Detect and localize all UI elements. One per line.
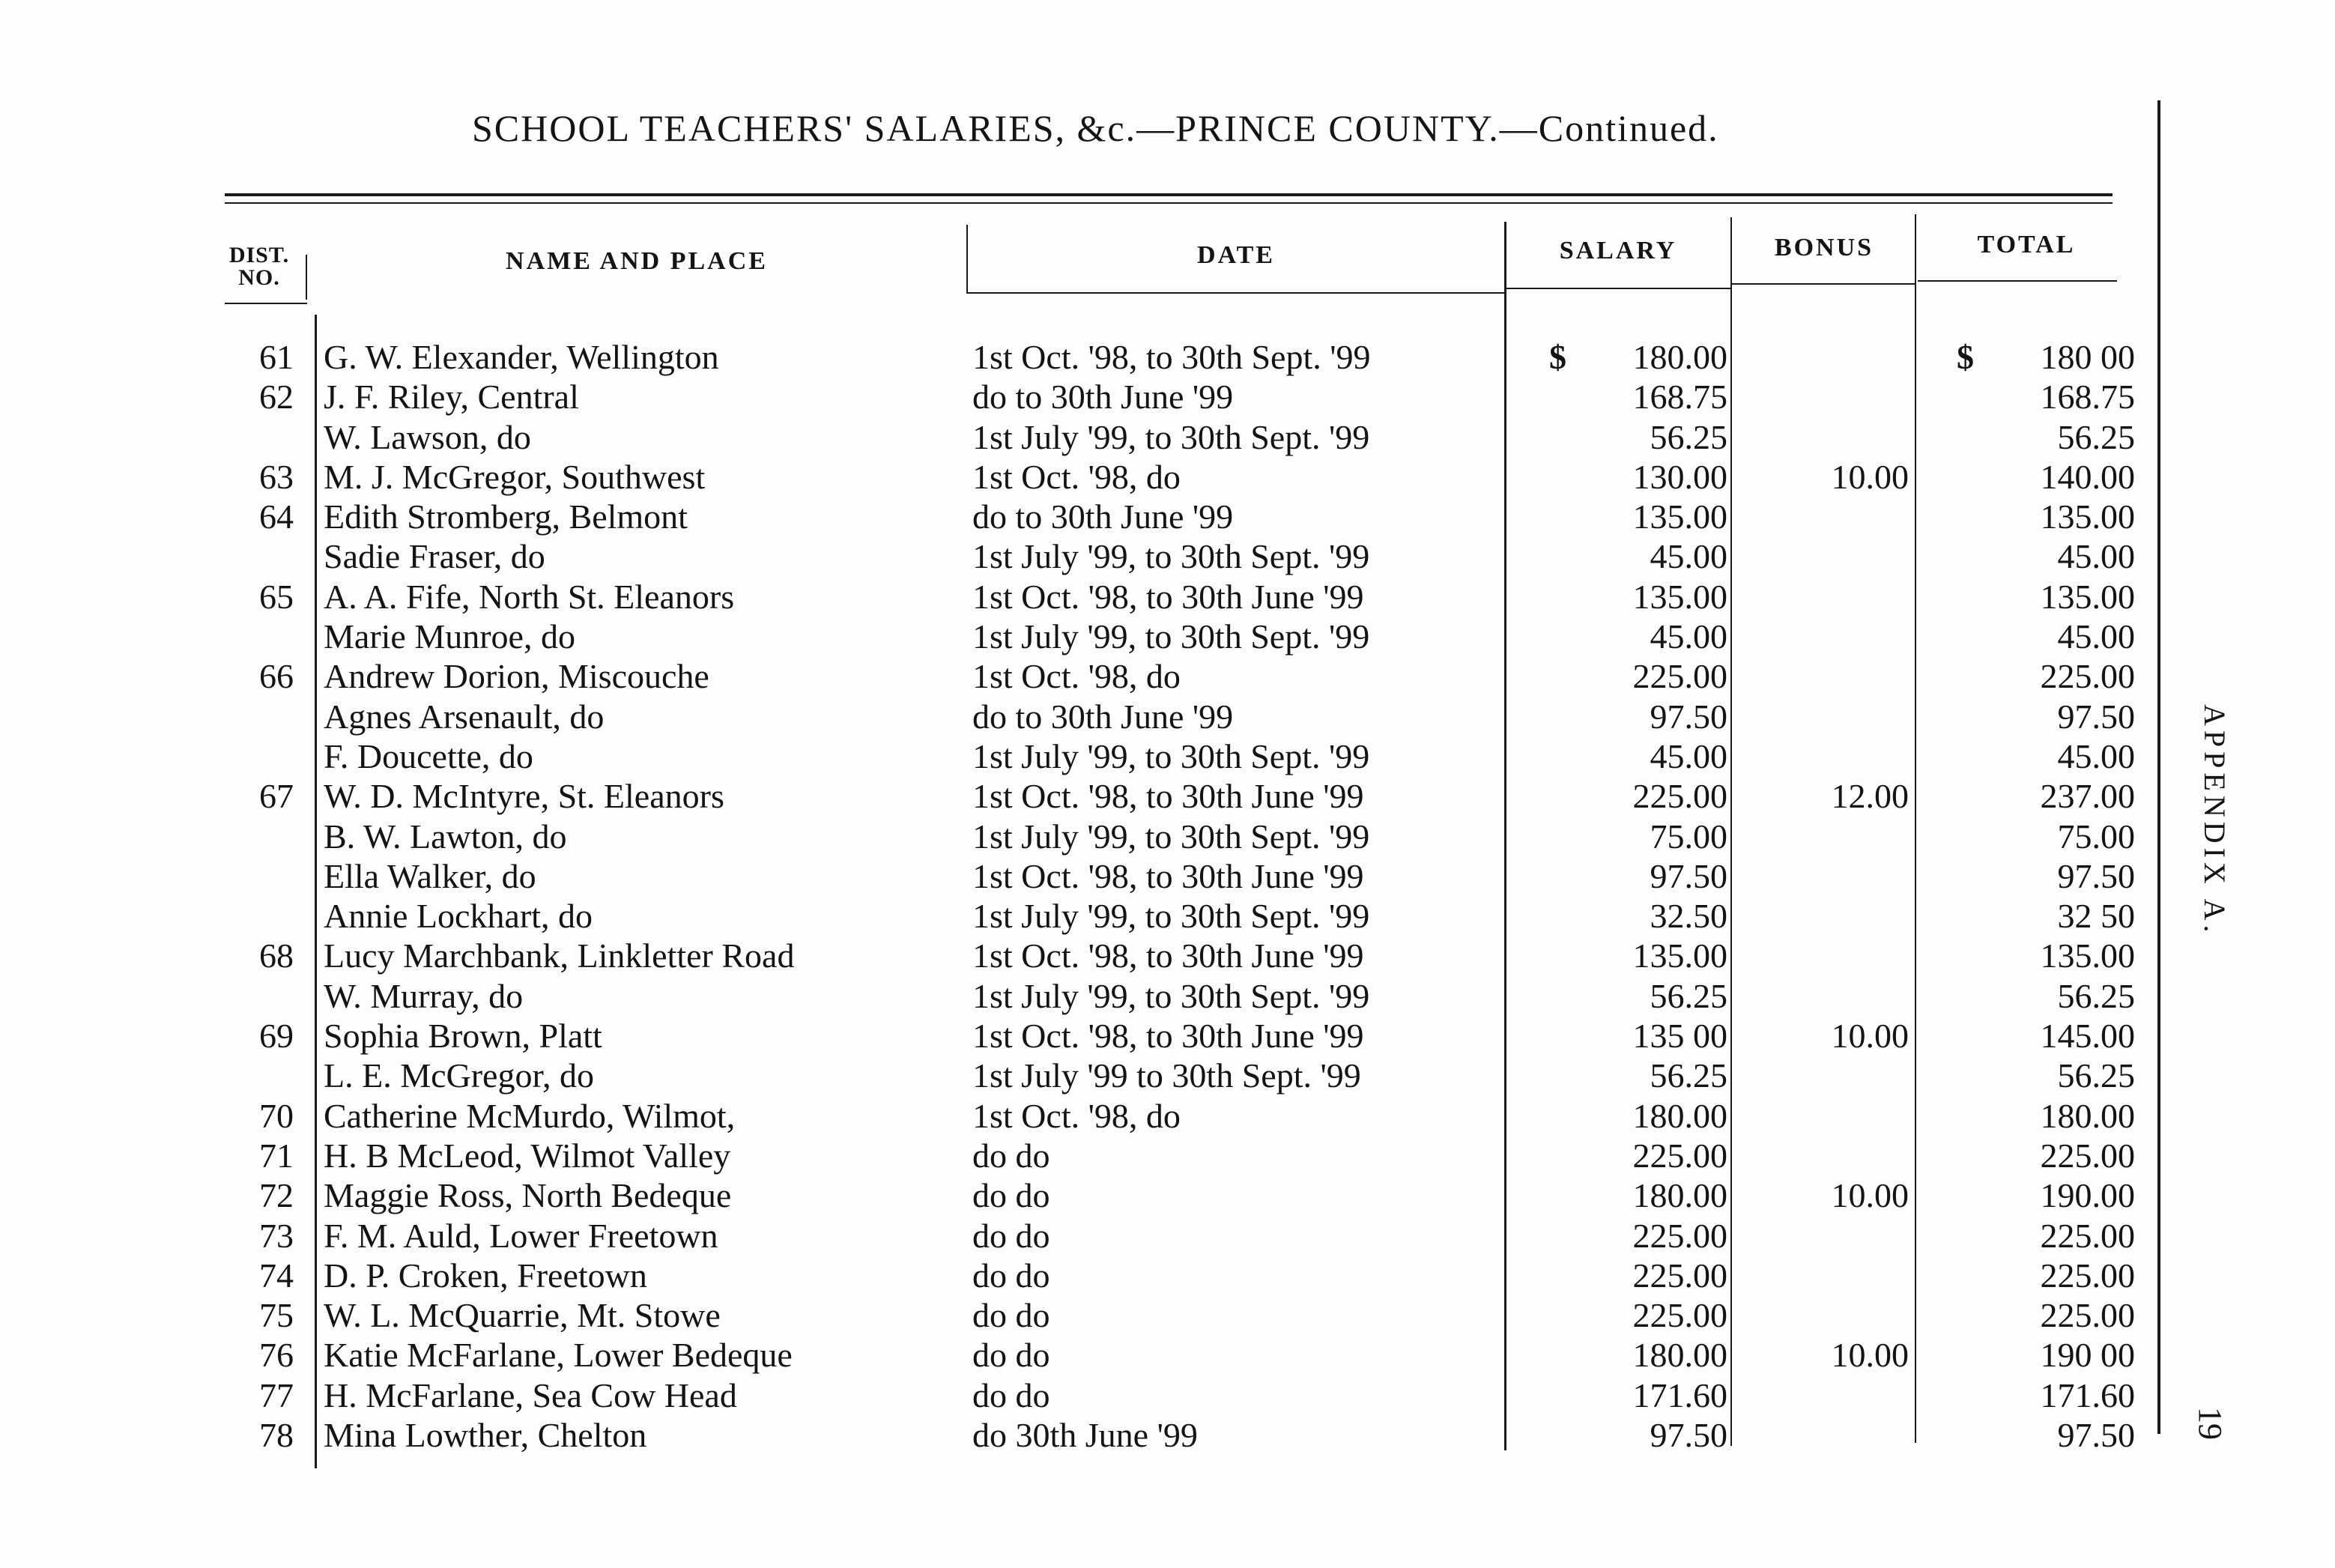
table-row [0,417,2165,457]
salary-cell: 97.50 [1650,856,1727,895]
salary-cell: 168.75 [1632,378,1727,417]
date-cell: 1st Oct. '98, do [972,457,1181,496]
name-place-cell: D. P. Croken, Freetown [324,1256,647,1295]
salary-cell: 130.00 [1632,457,1727,496]
header-underline-date [966,292,1506,294]
date-cell: do do [972,1136,1050,1175]
salary-cell: 135 00 [1632,1017,1727,1056]
date-cell: 1st Oct. '98, to 30th June '99 [972,936,1364,975]
appendix-label: APPENDIX A. [2198,704,2232,937]
table-row [0,1295,2165,1335]
table-row [0,1335,2165,1375]
date-cell: 1st Oct. '98, do [972,1096,1181,1135]
name-place-cell: G. W. Elexander, Wellington [324,338,719,376]
salary-cell: 135.00 [1632,936,1727,975]
bonus-cell: 10.00 [1831,457,1909,496]
header-dist-no-line2: NO. [238,265,280,290]
header-name-place: NAME AND PLACE [506,247,768,275]
table-row [0,337,2165,377]
date-cell: do to 30th June '99 [972,378,1234,417]
name-place-cell: Catherine McMurdo, Wilmot, [324,1096,736,1135]
date-cell: 1st Oct. '98, to 30th June '99 [972,777,1364,816]
dist-no-cell: 73 [259,1216,294,1255]
total-cell: 225.00 [2040,1136,2135,1175]
dist-no-cell: 70 [259,1096,294,1135]
total-cell: 190 00 [2040,1336,2135,1375]
table-row [0,976,2165,1016]
name-place-cell: Lucy Marchbank, Linkletter Road [324,936,795,975]
header-bonus: BONUS [1774,234,1874,261]
total-cell: 225.00 [2040,1296,2135,1335]
dist-no-cell: 66 [259,657,294,696]
table-row [0,577,2165,617]
header-underline-dist [225,303,307,304]
table-row [0,936,2165,975]
salary-cell: 45.00 [1650,736,1727,775]
date-cell: do do [972,1336,1050,1375]
name-place-cell: F. Doucette, do [324,736,533,775]
date-cell: 1st July '99, to 30th Sept. '99 [972,417,1370,456]
total-cell: 145.00 [2040,1017,2135,1056]
date-cell: do 30th June '99 [972,1416,1198,1455]
name-place-cell: Maggie Ross, North Bedeque [324,1176,732,1215]
salary-cell: 180.00 [1632,338,1727,376]
date-cell: 1st Oct. '98, to 30th June '99 [972,577,1364,616]
salary-cell: 225.00 [1632,1136,1727,1175]
salary-cell: 225.00 [1632,1216,1727,1255]
salary-table-body [0,337,2165,1455]
total-cell: 180.00 [2040,1096,2135,1135]
table-row [0,656,2165,696]
name-place-cell: Sadie Fraser, do [324,537,545,576]
table-row [0,896,2165,936]
salary-cell: 180.00 [1632,1096,1727,1135]
salary-cell: 180.00 [1632,1336,1727,1375]
salary-cell: 97.50 [1650,1416,1727,1455]
date-cell: 1st July '99, to 30th Sept. '99 [972,537,1370,576]
name-place-cell: Andrew Dorion, Miscouche [324,657,709,696]
name-place-cell: L. E. McGregor, do [324,1056,594,1095]
total-cell: 135.00 [2040,936,2135,975]
salary-cell: 45.00 [1650,537,1727,576]
table-row [0,1096,2165,1136]
column-rule-dist [306,255,307,300]
salary-cell: 135.00 [1632,577,1727,616]
date-cell: do do [972,1176,1050,1215]
name-place-cell: W. L. McQuarrie, Mt. Stowe [324,1296,721,1335]
dist-no-cell: 69 [259,1017,294,1056]
salary-cell: 56.25 [1650,1056,1727,1095]
table-row [0,617,2165,656]
total-cell: 135.00 [2040,577,2135,616]
bonus-cell: 10.00 [1831,1017,1909,1056]
date-cell: do do [972,1375,1050,1414]
dist-no-cell: 76 [259,1336,294,1375]
total-cell: 225.00 [2040,1216,2135,1255]
table-row [0,377,2165,417]
dist-no-cell: 61 [259,338,294,376]
header-underline-bonus [1732,283,1916,285]
header-dist-no-line1: DIST. [228,243,290,267]
table-row [0,1415,2165,1455]
dist-no-cell: 64 [259,497,294,536]
table-row [0,1375,2165,1415]
name-place-cell: H. B McLeod, Wilmot Valley [324,1136,731,1175]
total-cell: 168.75 [2040,378,2135,417]
bonus-cell: 12.00 [1831,777,1909,816]
name-place-cell: W. Murray, do [324,976,524,1015]
name-place-cell: Ella Walker, do [324,856,536,895]
total-cell: 135.00 [2040,497,2135,536]
salary-cell: 75.00 [1650,817,1727,856]
total-cell: 56.25 [2057,1056,2135,1095]
name-place-cell: Annie Lockhart, do [324,897,593,936]
total-cell: 190.00 [2040,1176,2135,1215]
dist-no-cell: 62 [259,378,294,417]
salary-cell: 225.00 [1632,1256,1727,1295]
total-cell: 180 00 [2040,338,2135,376]
dist-no-cell: 71 [259,1136,294,1175]
table-row [0,697,2165,736]
header-rule-top [225,193,2113,196]
date-cell: 1st Oct. '98, to 30th Sept. '99 [972,338,1371,376]
salary-cell: 45.00 [1650,617,1727,656]
date-cell: do to 30th June '99 [972,497,1234,536]
date-cell: do do [972,1216,1050,1255]
total-cell: 45.00 [2057,736,2135,775]
header-salary: SALARY [1559,237,1677,264]
total-cell: 45.00 [2057,617,2135,656]
dist-no-cell: 74 [259,1256,294,1295]
date-cell: 1st July '99, to 30th Sept. '99 [972,817,1370,856]
table-row [0,776,2165,816]
column-rule-date [966,225,968,292]
date-cell: do to 30th June '99 [972,697,1234,736]
date-cell: do do [972,1256,1050,1295]
header-underline-salary [1506,288,1730,289]
table-row [0,1256,2165,1295]
salary-cell: 225.00 [1632,777,1727,816]
header-total: TOTAL [1977,231,2076,258]
date-cell: 1st Oct. '98, to 30th June '99 [972,856,1364,895]
dist-no-cell: 78 [259,1416,294,1455]
salary-cell: 171.60 [1632,1375,1727,1414]
date-cell: 1st July '99, to 30th Sept. '99 [972,617,1370,656]
dist-no-cell: 72 [259,1176,294,1215]
name-place-cell: Mina Lowther, Chelton [324,1416,647,1455]
name-place-cell: Agnes Arsenault, do [324,697,605,736]
total-cell: 75.00 [2057,817,2135,856]
dist-no-cell: 75 [259,1296,294,1335]
header-date: DATE [1197,241,1275,269]
table-row [0,817,2165,856]
table-row [0,1136,2165,1175]
salary-cell: 180.00 [1632,1176,1727,1215]
date-cell: 1st July '99, to 30th Sept. '99 [972,736,1370,775]
total-cell: 97.50 [2057,856,2135,895]
date-cell: 1st July '99, to 30th Sept. '99 [972,976,1370,1015]
name-place-cell: M. J. McGregor, Southwest [324,457,706,496]
salary-cell: 97.50 [1650,697,1727,736]
salary-cell: 32.50 [1650,897,1727,936]
table-row [0,1016,2165,1056]
dist-no-cell: 67 [259,777,294,816]
total-dollar-sign: $ [1957,338,1974,376]
name-place-cell: Marie Munroe, do [324,617,575,656]
total-cell: 32 50 [2057,897,2135,936]
table-row [0,457,2165,497]
name-place-cell: Sophia Brown, Platt [324,1017,602,1056]
page-number: 19 [2192,1407,2229,1440]
header-rule-second [225,202,2113,204]
date-cell: do do [972,1296,1050,1335]
salary-cell: 225.00 [1632,1296,1727,1335]
name-place-cell: J. F. Riley, Central [324,378,579,417]
name-place-cell: W. D. McIntyre, St. Eleanors [324,777,724,816]
bonus-cell: 10.00 [1831,1336,1909,1375]
salary-cell: 225.00 [1632,657,1727,696]
salary-cell: 56.25 [1650,417,1727,456]
table-row [0,1056,2165,1095]
salary-cell: 56.25 [1650,976,1727,1015]
name-place-cell: Edith Stromberg, Belmont [324,497,688,536]
header-dist-no [222,244,297,289]
date-cell: 1st Oct. '98, to 30th June '99 [972,1017,1364,1056]
name-place-cell: W. Lawson, do [324,417,531,456]
total-cell: 225.00 [2040,657,2135,696]
total-cell: 225.00 [2040,1256,2135,1295]
total-cell: 56.25 [2057,976,2135,1015]
dist-no-cell: 77 [259,1375,294,1414]
dist-no-cell: 63 [259,457,294,496]
total-cell: 56.25 [2057,417,2135,456]
page-title: SCHOOL TEACHERS' SALARIES, &c.—PRINCE COUNTY.—Continued. [472,107,1719,149]
date-cell: 1st Oct. '98, do [972,657,1181,696]
table-row [0,1175,2165,1215]
table-row [0,497,2165,536]
date-cell: 1st July '99 to 30th Sept. '99 [972,1056,1361,1095]
date-cell: 1st July '99, to 30th Sept. '99 [972,897,1370,936]
total-cell: 171.60 [2040,1375,2135,1414]
name-place-cell: A. A. Fife, North St. Eleanors [324,577,735,616]
name-place-cell: F. M. Auld, Lower Freetown [324,1216,718,1255]
total-cell: 45.00 [2057,537,2135,576]
total-cell: 97.50 [2057,1416,2135,1455]
table-row [0,1216,2165,1256]
table-row [0,856,2165,896]
total-cell: 140.00 [2040,457,2135,496]
name-place-cell: H. McFarlane, Sea Cow Head [324,1375,737,1414]
header-underline-total [1918,280,2117,282]
dist-no-cell: 68 [259,936,294,975]
total-cell: 237.00 [2040,777,2135,816]
salary-cell: 135.00 [1632,497,1727,536]
dist-no-cell: 65 [259,577,294,616]
table-row [0,736,2165,776]
bonus-cell: 10.00 [1831,1176,1909,1215]
table-row [0,536,2165,576]
name-place-cell: Katie McFarlane, Lower Bedeque [324,1336,793,1375]
total-cell: 97.50 [2057,697,2135,736]
name-place-cell: B. W. Lawton, do [324,817,567,856]
salary-dollar-sign: $ [1549,338,1566,376]
